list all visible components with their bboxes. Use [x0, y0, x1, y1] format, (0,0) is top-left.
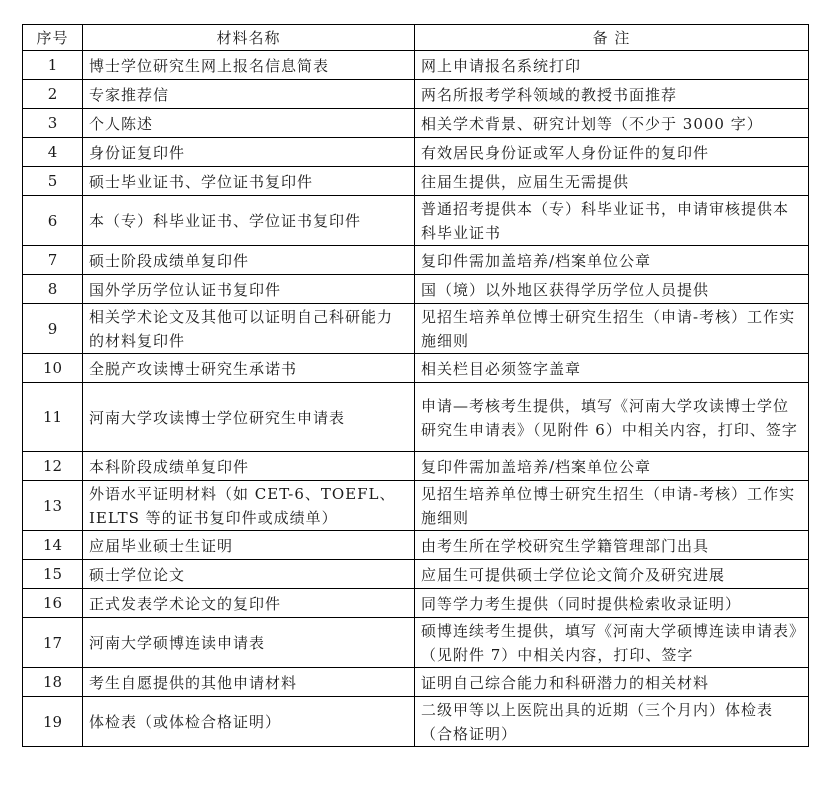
row-serial-number: 2 — [23, 80, 83, 109]
row-serial-number: 13 — [23, 481, 83, 531]
row-serial-number: 11 — [23, 383, 83, 452]
table-row — [23, 246, 809, 275]
row-remarks: 相关学术背景、研究计划等（不少于 3000 字） — [415, 109, 809, 138]
materials-table — [22, 24, 809, 747]
row-remarks: 由考生所在学校研究生学籍管理部门出具 — [415, 531, 809, 560]
row-remarks: 见招生培养单位博士研究生招生（申请-考核）工作实施细则 — [415, 304, 809, 354]
table-row — [23, 531, 809, 560]
table-row — [23, 196, 809, 246]
table-header-row — [23, 25, 809, 51]
row-serial-number: 8 — [23, 275, 83, 304]
table-row — [23, 167, 809, 196]
row-remarks: 见招生培养单位博士研究生招生（申请-考核）工作实施细则 — [415, 481, 809, 531]
row-remarks: 两名所报考学科领域的教授书面推荐 — [415, 80, 809, 109]
row-material-name: 博士学位研究生网上报名信息简表 — [83, 51, 415, 80]
row-serial-number: 4 — [23, 138, 83, 167]
table-row — [23, 618, 809, 668]
row-material-name: 正式发表学术论文的复印件 — [83, 589, 415, 618]
row-remarks: 证明自己综合能力和科研潜力的相关材料 — [415, 668, 809, 697]
table-row — [23, 668, 809, 697]
row-material-name: 河南大学攻读博士学位研究生申请表 — [83, 383, 415, 452]
row-remarks: 申请—考核考生提供，填写《河南大学攻读博士学位研究生申请表》（见附件 6）中相关内容，打印、签字 — [415, 383, 809, 452]
row-remarks: 硕博连续考生提供，填写《河南大学硕博连读申请表》（见附件 7）中相关内容，打印、签字 — [415, 618, 809, 668]
row-material-name: 身份证复印件 — [83, 138, 415, 167]
row-serial-number: 6 — [23, 196, 83, 246]
row-material-name: 硕士阶段成绩单复印件 — [83, 246, 415, 275]
table-row — [23, 560, 809, 589]
row-material-name: 个人陈述 — [83, 109, 415, 138]
table-row — [23, 304, 809, 354]
header-serial-number: 序号 — [23, 25, 83, 51]
header-remarks: 备 注 — [415, 25, 809, 51]
row-material-name: 河南大学硕博连读申请表 — [83, 618, 415, 668]
table-row — [23, 481, 809, 531]
row-remarks: 应届生可提供硕士学位论文简介及研究进展 — [415, 560, 809, 589]
row-serial-number: 17 — [23, 618, 83, 668]
row-remarks: 同等学力考生提供（同时提供检索收录证明） — [415, 589, 809, 618]
row-material-name: 硕士学位论文 — [83, 560, 415, 589]
table-row — [23, 354, 809, 383]
row-remarks: 相关栏目必须签字盖章 — [415, 354, 809, 383]
row-remarks: 复印件需加盖培养/档案单位公章 — [415, 452, 809, 481]
table-row — [23, 138, 809, 167]
row-serial-number: 5 — [23, 167, 83, 196]
table-row — [23, 589, 809, 618]
row-remarks: 往届生提供，应届生无需提供 — [415, 167, 809, 196]
table-row — [23, 275, 809, 304]
row-material-name: 硕士毕业证书、学位证书复印件 — [83, 167, 415, 196]
row-serial-number: 12 — [23, 452, 83, 481]
row-material-name: 外语水平证明材料（如 CET-6、TOEFL、IELTS 等的证书复印件或成绩单） — [83, 481, 415, 531]
row-serial-number: 19 — [23, 697, 83, 747]
table-row — [23, 80, 809, 109]
row-remarks: 网上申请报名系统打印 — [415, 51, 809, 80]
row-material-name: 本科阶段成绩单复印件 — [83, 452, 415, 481]
row-material-name: 本（专）科毕业证书、学位证书复印件 — [83, 196, 415, 246]
row-material-name: 国外学历学位认证书复印件 — [83, 275, 415, 304]
row-material-name: 全脱产攻读博士研究生承诺书 — [83, 354, 415, 383]
row-material-name: 体检表（或体检合格证明） — [83, 697, 415, 747]
row-remarks: 国（境）以外地区获得学历学位人员提供 — [415, 275, 809, 304]
row-serial-number: 10 — [23, 354, 83, 383]
row-material-name: 相关学术论文及其他可以证明自己科研能力的材料复印件 — [83, 304, 415, 354]
row-remarks: 二级甲等以上医院出具的近期（三个月内）体检表（合格证明） — [415, 697, 809, 747]
row-remarks: 普通招考提供本（专）科毕业证书，申请审核提供本科毕业证书 — [415, 196, 809, 246]
table-row — [23, 51, 809, 80]
row-serial-number: 3 — [23, 109, 83, 138]
row-material-name: 考生自愿提供的其他申请材料 — [83, 668, 415, 697]
row-serial-number: 18 — [23, 668, 83, 697]
row-serial-number: 9 — [23, 304, 83, 354]
table-row — [23, 383, 809, 452]
row-remarks: 有效居民身份证或军人身份证件的复印件 — [415, 138, 809, 167]
table-row — [23, 452, 809, 481]
table-row — [23, 697, 809, 747]
row-material-name: 专家推荐信 — [83, 80, 415, 109]
row-material-name: 应届毕业硕士生证明 — [83, 531, 415, 560]
row-serial-number: 14 — [23, 531, 83, 560]
table-row — [23, 109, 809, 138]
row-serial-number: 16 — [23, 589, 83, 618]
row-serial-number: 7 — [23, 246, 83, 275]
header-material-name: 材料名称 — [83, 25, 415, 51]
row-serial-number: 1 — [23, 51, 83, 80]
row-serial-number: 15 — [23, 560, 83, 589]
row-remarks: 复印件需加盖培养/档案单位公章 — [415, 246, 809, 275]
